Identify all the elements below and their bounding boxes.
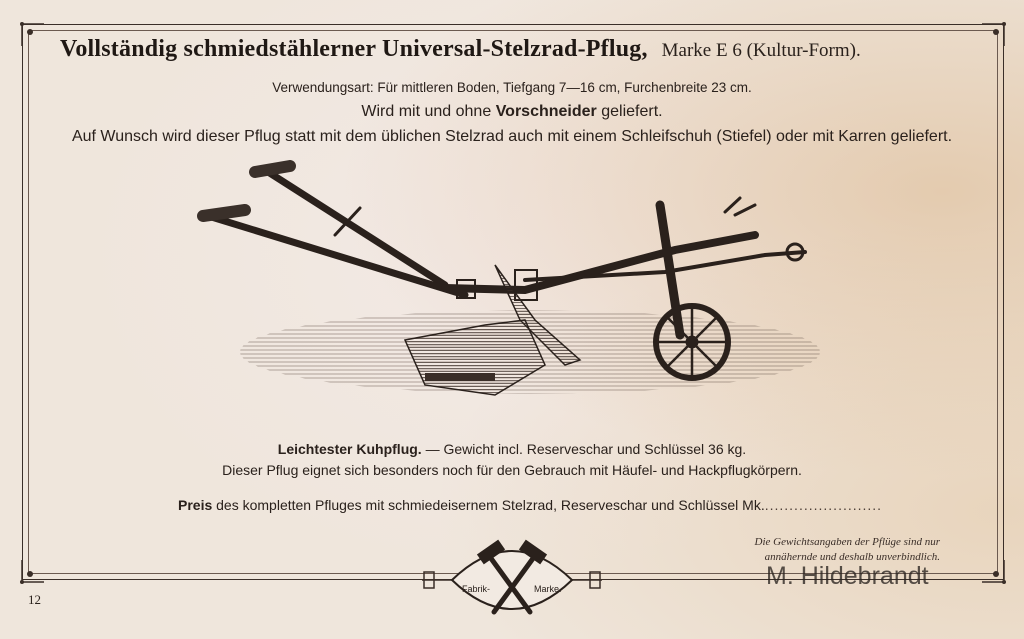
options-info: Auf Wunsch wird dieser Pflug statt mit dem üblichen Stelzrad auch mit einem Schleifschuh (Stiefel) oder mit Karren geliefert. — [71, 128, 953, 145]
logo-right-word: Marke. — [534, 584, 562, 594]
corner-ornament-top-left — [18, 20, 42, 44]
price-line: Preis des kompletten Pfluges mit schmiedeisernem Stelzrad, Reserveschar und Schlüssel Mk......................... — [178, 497, 883, 513]
kuhpflug-label: Leichtester Kuhpflug. — [277, 441, 422, 457]
plough-handles — [203, 166, 465, 295]
logo-lozenge — [452, 551, 572, 609]
corner-ornament-bottom-right — [978, 556, 1002, 580]
product-title: Vollständig schmiedstählerner Universal-Stelzrad-Pflug, — [60, 36, 648, 62]
vorschneider-label: Vorschneider — [495, 103, 597, 120]
trademark-logo — [422, 532, 602, 632]
corner-ornament-top-right — [978, 20, 1002, 44]
weight-disclaimer: Die Gewichtsangaben der Pflüge sind nur annähernde und deshalb unverbindlich. — [754, 536, 940, 563]
weight-info: Leichtester Kuhpflug. — Gewicht incl. Reserveschar und Schlüssel 36 kg. — [277, 441, 747, 457]
header — [60, 36, 980, 63]
usage-spec: Verwendungsart: Für mittleren Boden, Tiefgang 7—16 cm, Furchenbreite 23 cm. — [272, 80, 752, 95]
delivery-info: Wird mit und ohne Vorschneider geliefert. — [361, 103, 663, 120]
logo-left-word: Fabrik- — [462, 584, 491, 594]
corner-ornament-bottom-left — [18, 556, 42, 580]
price-label: Preis — [178, 497, 213, 513]
stilt-wheel — [656, 306, 728, 378]
usage-note: Dieser Pflug eignet sich besonders noch für den Gebrauch mit Häufel- und Hackpflugkörpern. — [222, 462, 802, 478]
page-number: 12 — [28, 592, 41, 607]
model-designation: Marke E 6 (Kultur-Form). — [661, 40, 861, 61]
price-dots: ........................ — [764, 497, 883, 513]
plough-illustration — [195, 160, 835, 400]
watermark: M. Hildebrandt — [766, 562, 929, 590]
landside — [425, 373, 495, 381]
